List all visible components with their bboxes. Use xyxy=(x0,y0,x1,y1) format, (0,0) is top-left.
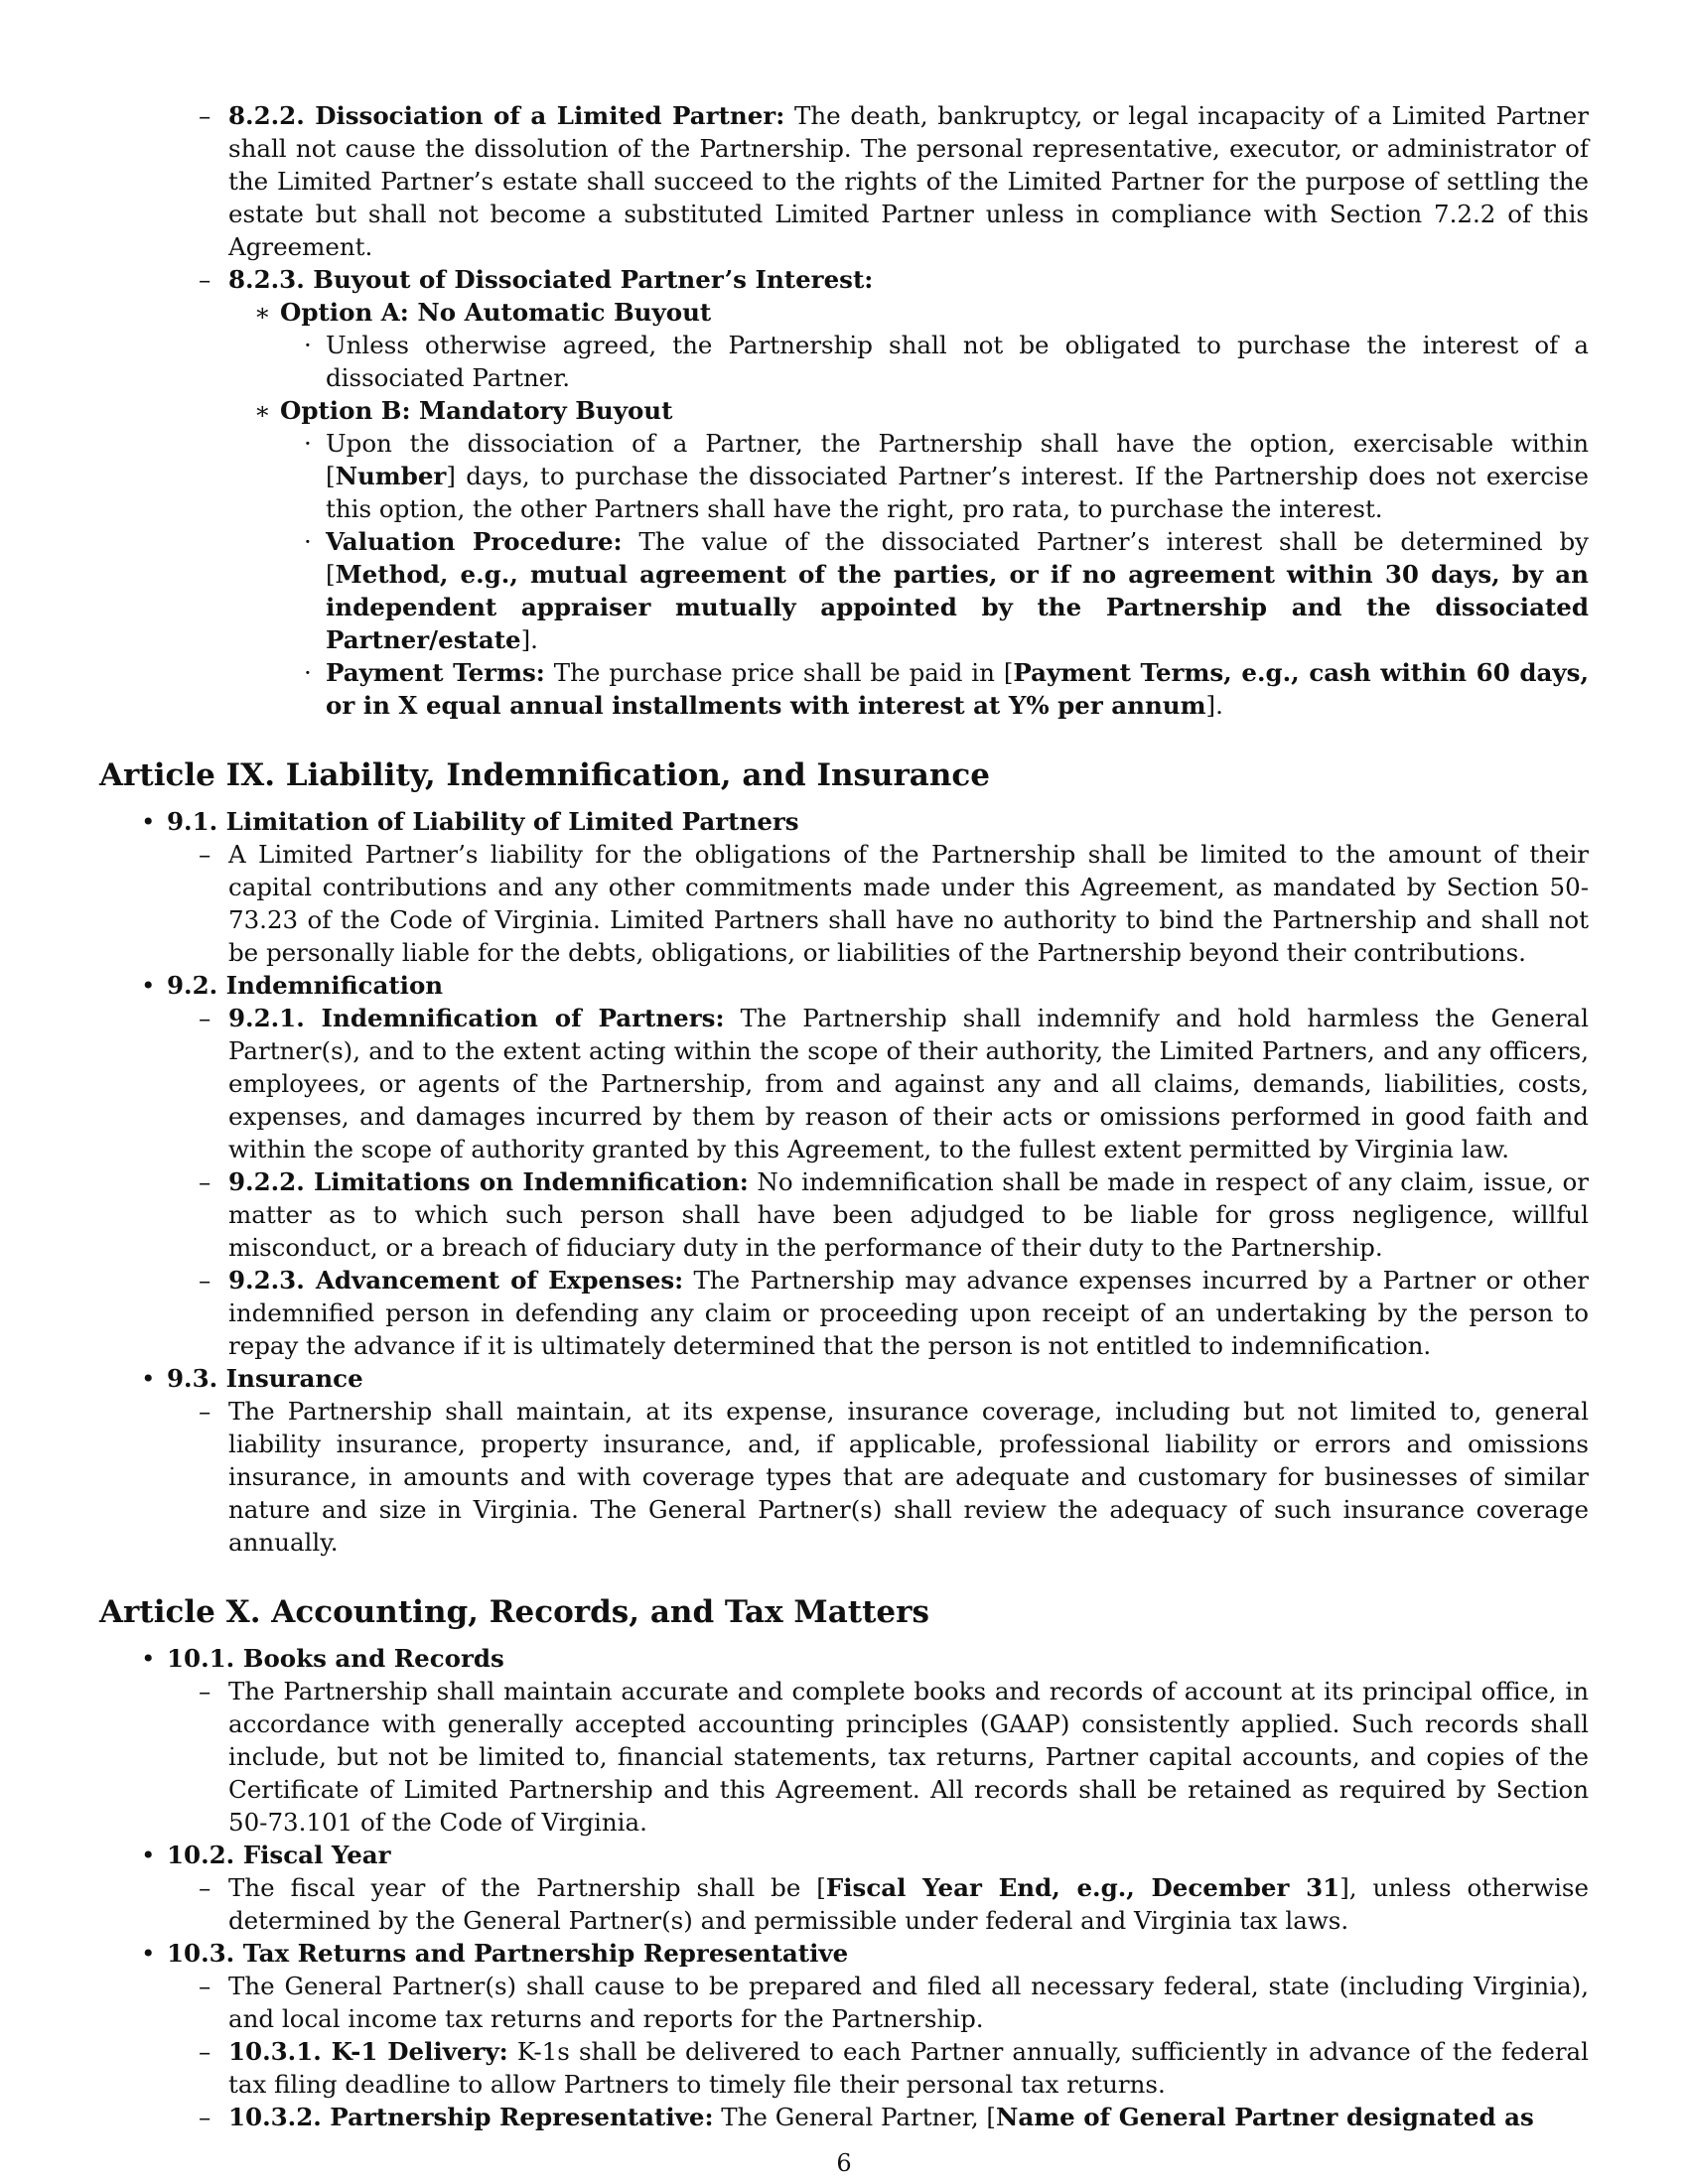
section-10-3-2 xyxy=(199,2101,1589,2133)
section-8-2-2 xyxy=(199,99,1590,263)
section-9-3-text xyxy=(199,1395,1589,1559)
option-label: Option B: Mandatory Buyout xyxy=(280,396,673,425)
option-b-valuation xyxy=(304,525,1589,656)
section-label: 10.3.1. K-1 Delivery: xyxy=(228,2037,508,2066)
section-text: The death, bankruptcy, or legal incapacity of a Limited Partner shall not cause the dissolution of the Partnership. The personal representative, executor, or administrator of the Limited Partner’s estate shall succeed to the rights of the Limited Partner for the purpose of settling the estate but shall not become a substituted Limited Partner unless in compliance with Section 7.2.2 of this Agreement. xyxy=(228,101,1590,261)
section-label: 9.1. Limitation of Liability of Limited Partners xyxy=(167,807,799,836)
star-marker: ∗ xyxy=(254,298,271,327)
section-label: 9.2. Indemnification xyxy=(167,971,444,1000)
option-a xyxy=(254,296,1589,329)
section-text: The Partnership may advance expenses incurred by a Partner or other indemnified person in defending any claim or proceeding upon receipt of an undertaking by the person to repay the advance if it is ultimately determined that the person is not entitled to indemnification. xyxy=(228,1266,1589,1360)
section-label: 10.2. Fiscal Year xyxy=(167,1841,391,1869)
section-text: The General Partner(s) shall cause to be prepared and filed all necessary federal, state (including Virginia), and local income tax returns and reports for the Partnership. xyxy=(228,1972,1589,2033)
section-label: 10.3. Tax Returns and Partnership Representative xyxy=(167,1939,849,1968)
point-label: Payment Terms: xyxy=(326,658,545,687)
option-label: Option A: No Automatic Buyout xyxy=(280,298,712,327)
section-10-1 xyxy=(141,1642,1589,1675)
dash-marker: – xyxy=(199,1972,211,2000)
dot-marker: · xyxy=(304,658,312,687)
section-label: 10.3.2. Partnership Representative: xyxy=(228,2103,714,2131)
section-label: 9.2.1. Indemnification of Partners: xyxy=(228,1004,725,1032)
section-10-2-text xyxy=(199,1871,1589,1937)
dot-marker: · xyxy=(304,527,312,556)
bullet-marker: • xyxy=(141,971,156,1000)
star-marker: ∗ xyxy=(254,396,271,425)
dash-marker: – xyxy=(199,1004,211,1032)
section-text: ], unless otherwise determined by the General Partner(s) and permissible under federal and Virginia tax laws. xyxy=(228,1873,1589,1935)
dash-marker: – xyxy=(199,1266,211,1295)
section-text: The Partnership shall indemnify and hold harmless the General Partner(s), and to the extent acting within the scope of their authority, the Limited Partners, and any officers, employees, or agents of the Partnership, from and against any and all claims, demands, liabilities, costs, expenses, and damages incurred by them by reason of their acts or omissions performed in good faith and within the scope of authority granted by this Agreement, to the fullest extent permitted by Virginia law. xyxy=(228,1004,1589,1163)
dash-marker: – xyxy=(199,2103,211,2131)
section-text: The Partnership shall maintain, at its expense, insurance coverage, including but not limited to, general liability insurance, property insurance, and, if applicable, professional liability or errors and omissions insurance, in amounts and with coverage types that are adequate and customary for businesses of similar nature and size in Virginia. The General Partner(s) shall review the adequacy of such insurance coverage annually. xyxy=(228,1397,1589,1557)
dash-marker: – xyxy=(199,101,211,130)
option-a-point xyxy=(304,329,1589,394)
bullet-marker: • xyxy=(141,1364,156,1393)
placeholder-method: Method, e.g., mutual agreement of the parties, or if no agreement within 30 days, by an independent appraiser mutually appointed by the Partnership and the dissociated Partner/estate xyxy=(326,560,1589,654)
section-10-2 xyxy=(141,1839,1589,1871)
section-text: The fiscal year of the Partnership shall be [ xyxy=(228,1873,826,1902)
dash-marker: – xyxy=(199,840,211,869)
point-text: ]. xyxy=(520,625,538,654)
bullet-marker: • xyxy=(141,807,156,836)
dash-marker: – xyxy=(199,2037,211,2066)
placeholder-gp-name: Name of General Partner designated as xyxy=(995,2103,1534,2131)
section-text: K-1s shall be delivered to each Partner annually, sufficiently in advance of the federal tax filing deadline to allow Partners to timely file their personal tax returns. xyxy=(228,2037,1590,2099)
option-b-point-1 xyxy=(304,427,1589,525)
section-9-1 xyxy=(141,805,1589,838)
point-text: Unless otherwise agreed, the Partnership shall not be obligated to purchase the interest of a dissociated Partner. xyxy=(326,331,1589,392)
option-b-payment xyxy=(304,656,1589,722)
section-10-3 xyxy=(141,1937,1589,1970)
section-9-2-3 xyxy=(199,1264,1589,1362)
dash-marker: – xyxy=(199,1677,211,1706)
section-9-3 xyxy=(141,1362,1589,1395)
section-9-2-1 xyxy=(199,1002,1589,1165)
section-label: 8.2.3. Buyout of Dissociated Partner’s Interest: xyxy=(228,265,874,294)
section-text: The Partnership shall maintain accurate and complete books and records of account at its principal office, in accordance with generally accepted accounting principles (GAAP) consistently applied. Such records shall include, but not be limited to, financial statements, tax returns, Partner capital accounts, and copies of the Certificate of Limited Partnership and this Agreement. All records shall be retained as required by Section 50-73.101 of the Code of Virginia. xyxy=(228,1677,1589,1837)
placeholder-number: Number xyxy=(335,462,447,490)
point-text: The purchase price shall be paid in [ xyxy=(544,658,1014,687)
bullet-marker: • xyxy=(141,1939,156,1968)
dot-marker: · xyxy=(304,429,312,458)
dash-marker: – xyxy=(199,1397,211,1426)
section-9-2 xyxy=(141,969,1589,1002)
point-text: The value of the dissociated Partner’s interest shall be determined by [ xyxy=(326,527,1589,589)
bullet-marker: • xyxy=(141,1841,156,1869)
section-10-3-text xyxy=(199,1970,1589,2035)
point-text: Upon the dissociation of a Partner, the Partnership shall have the option, exercisable within [ xyxy=(326,429,1589,490)
section-text: No indemnification shall be made in respect of any claim, issue, or matter as to which such person shall have been adjudged to be liable for gross negligence, willful misconduct, or a breach of fiduciary duty in the performance of their duty to the Partnership. xyxy=(228,1167,1589,1262)
option-b xyxy=(254,394,1589,427)
dot-marker: · xyxy=(304,331,312,359)
section-text: A Limited Partner’s liability for the obligations of the Partnership shall be limited to the amount of their capital contributions and any other commitments made under this Agreement, as mandated by Section 50-73.23 of the Code of Virginia. Limited Partners shall have no authority to bind the Partnership and shall not be personally liable for the debts, obligations, or liabilities of the Partnership beyond their contributions. xyxy=(228,840,1589,967)
document-content xyxy=(99,99,1589,2133)
point-label: Valuation Procedure: xyxy=(326,527,623,556)
dash-marker: – xyxy=(199,1167,211,1196)
section-label: 9.2.2. Limitations on Indemnification: xyxy=(228,1167,749,1196)
point-text: ] days, to purchase the dissociated Partner’s interest. If the Partnership does not exercise this option, the other Partners shall have the right, pro rata, to purchase the interest. xyxy=(326,462,1589,523)
section-label: 10.1. Books and Records xyxy=(167,1644,504,1673)
dash-marker: – xyxy=(199,1873,211,1902)
section-text: The General Partner, [ xyxy=(713,2103,996,2131)
placeholder-payment: Payment Terms, e.g., cash within 60 days, or in X equal annual installments with interest at Y% per annum xyxy=(326,658,1589,720)
page-number: 6 xyxy=(836,2149,852,2177)
section-10-3-1 xyxy=(199,2035,1590,2101)
section-label: 9.3. Insurance xyxy=(167,1364,363,1393)
article-x-heading: Article X. Accounting, Records, and Tax Matters xyxy=(99,1594,929,1630)
point-text: ]. xyxy=(1205,691,1223,720)
section-10-1-text xyxy=(199,1675,1589,1839)
bullet-marker: • xyxy=(141,1644,156,1673)
section-label: 8.2.2. Dissociation of a Limited Partner: xyxy=(228,101,785,130)
section-label: 9.2.3. Advancement of Expenses: xyxy=(228,1266,684,1295)
article-ix-heading: Article IX. Liability, Indemnification, and Insurance xyxy=(99,757,991,793)
section-9-1-text xyxy=(199,838,1589,969)
dash-marker: – xyxy=(199,265,211,294)
section-9-2-2 xyxy=(199,1165,1589,1264)
section-8-2-3 xyxy=(199,263,1589,296)
placeholder-fiscal-year: Fiscal Year End, e.g., December 31 xyxy=(825,1873,1340,1902)
